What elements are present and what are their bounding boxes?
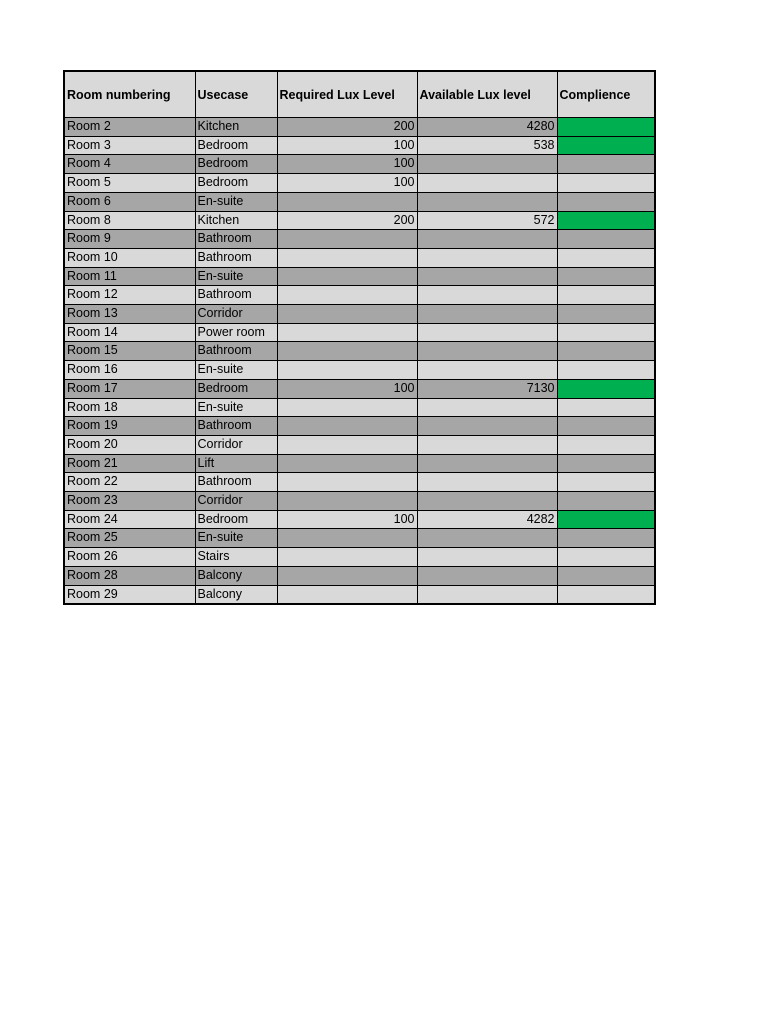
cell-usecase[interactable]: Bedroom	[195, 155, 277, 174]
cell-required-lux[interactable]	[277, 529, 417, 548]
table-row	[64, 510, 655, 529]
table-row	[64, 118, 655, 137]
table-row	[64, 435, 655, 454]
table-row	[64, 211, 655, 230]
table-row	[64, 585, 655, 604]
table-row	[64, 548, 655, 567]
cell-compliance[interactable]	[557, 230, 655, 249]
cell-required-lux[interactable]	[277, 248, 417, 267]
cell-usecase[interactable]: Balcony	[195, 585, 277, 604]
cell-compliance[interactable]	[557, 492, 655, 511]
header-row	[64, 71, 655, 118]
cell-room-number[interactable]: Room 13	[64, 305, 195, 324]
header-available-lux[interactable]: Available Lux level	[417, 71, 557, 118]
cell-required-lux[interactable]: 100	[277, 379, 417, 398]
cell-compliance[interactable]	[557, 174, 655, 193]
cell-available-lux[interactable]	[417, 305, 557, 324]
cell-room-number[interactable]: Room 28	[64, 566, 195, 585]
cell-room-number[interactable]: Room 24	[64, 510, 195, 529]
cell-compliance[interactable]	[557, 192, 655, 211]
cell-usecase[interactable]: En-suite	[195, 398, 277, 417]
cell-room-number[interactable]: Room 23	[64, 492, 195, 511]
cell-room-number[interactable]: Room 10	[64, 248, 195, 267]
header-usecase[interactable]: Usecase	[195, 71, 277, 118]
cell-room-number[interactable]: Room 8	[64, 211, 195, 230]
cell-available-lux[interactable]	[417, 417, 557, 436]
cell-available-lux[interactable]: 7130	[417, 379, 557, 398]
cell-available-lux[interactable]: 538	[417, 136, 557, 155]
cell-available-lux[interactable]	[417, 454, 557, 473]
cell-compliance[interactable]	[557, 473, 655, 492]
table-row	[64, 305, 655, 324]
header-compliance[interactable]: Complience	[557, 71, 655, 118]
cell-usecase[interactable]: Balcony	[195, 566, 277, 585]
cell-required-lux[interactable]	[277, 286, 417, 305]
cell-usecase[interactable]: Kitchen	[195, 118, 277, 137]
cell-compliance[interactable]	[557, 248, 655, 267]
cell-required-lux[interactable]	[277, 342, 417, 361]
table-row	[64, 529, 655, 548]
cell-available-lux[interactable]: 4280	[417, 118, 557, 137]
cell-room-number[interactable]: Room 19	[64, 417, 195, 436]
cell-required-lux[interactable]	[277, 566, 417, 585]
cell-available-lux[interactable]	[417, 323, 557, 342]
cell-room-number[interactable]: Room 12	[64, 286, 195, 305]
cell-compliance[interactable]	[557, 286, 655, 305]
cell-usecase[interactable]: Lift	[195, 454, 277, 473]
cell-compliance[interactable]	[557, 323, 655, 342]
cell-compliance-pass[interactable]	[557, 510, 655, 529]
table-row	[64, 342, 655, 361]
cell-available-lux[interactable]	[417, 361, 557, 380]
cell-usecase[interactable]: Bathroom	[195, 248, 277, 267]
cell-required-lux[interactable]	[277, 361, 417, 380]
cell-compliance[interactable]	[557, 585, 655, 604]
table-row	[64, 417, 655, 436]
cell-available-lux[interactable]: 4282	[417, 510, 557, 529]
table-row	[64, 286, 655, 305]
cell-available-lux[interactable]	[417, 267, 557, 286]
table-row	[64, 566, 655, 585]
cell-usecase[interactable]: Bedroom	[195, 174, 277, 193]
cell-compliance[interactable]	[557, 267, 655, 286]
cell-usecase[interactable]: En-suite	[195, 192, 277, 211]
cell-usecase[interactable]: En-suite	[195, 529, 277, 548]
cell-usecase[interactable]: Bedroom	[195, 510, 277, 529]
lux-compliance-table-container	[63, 70, 654, 605]
cell-room-number[interactable]: Room 6	[64, 192, 195, 211]
lux-compliance-table	[63, 70, 656, 605]
cell-required-lux[interactable]	[277, 454, 417, 473]
cell-room-number[interactable]: Room 21	[64, 454, 195, 473]
cell-required-lux[interactable]: 100	[277, 136, 417, 155]
cell-usecase[interactable]: Kitchen	[195, 211, 277, 230]
cell-room-number[interactable]: Room 5	[64, 174, 195, 193]
cell-compliance[interactable]	[557, 305, 655, 324]
table-row	[64, 398, 655, 417]
cell-available-lux[interactable]	[417, 174, 557, 193]
cell-compliance[interactable]	[557, 417, 655, 436]
cell-available-lux[interactable]	[417, 585, 557, 604]
cell-usecase[interactable]: Bedroom	[195, 379, 277, 398]
cell-usecase[interactable]: En-suite	[195, 267, 277, 286]
cell-compliance-pass[interactable]	[557, 118, 655, 137]
cell-room-number[interactable]: Room 29	[64, 585, 195, 604]
cell-room-number[interactable]: Room 3	[64, 136, 195, 155]
cell-required-lux[interactable]	[277, 323, 417, 342]
cell-required-lux[interactable]	[277, 398, 417, 417]
cell-room-number[interactable]: Room 20	[64, 435, 195, 454]
cell-required-lux[interactable]	[277, 267, 417, 286]
table-row	[64, 361, 655, 380]
cell-compliance[interactable]	[557, 398, 655, 417]
cell-required-lux[interactable]	[277, 417, 417, 436]
cell-room-number[interactable]: Room 15	[64, 342, 195, 361]
cell-usecase[interactable]: Corridor	[195, 492, 277, 511]
cell-compliance[interactable]	[557, 361, 655, 380]
table-row	[64, 136, 655, 155]
cell-usecase[interactable]: Corridor	[195, 305, 277, 324]
cell-usecase[interactable]: Bedroom	[195, 136, 277, 155]
cell-available-lux[interactable]	[417, 566, 557, 585]
cell-available-lux[interactable]	[417, 192, 557, 211]
cell-required-lux[interactable]	[277, 492, 417, 511]
cell-room-number[interactable]: Room 17	[64, 379, 195, 398]
cell-required-lux[interactable]: 100	[277, 510, 417, 529]
cell-required-lux[interactable]: 200	[277, 211, 417, 230]
cell-compliance[interactable]	[557, 454, 655, 473]
cell-usecase[interactable]: Bathroom	[195, 417, 277, 436]
cell-room-number[interactable]: Room 14	[64, 323, 195, 342]
table-row	[64, 155, 655, 174]
cell-room-number[interactable]: Room 16	[64, 361, 195, 380]
cell-required-lux[interactable]	[277, 435, 417, 454]
table-row	[64, 492, 655, 511]
cell-usecase[interactable]: Bathroom	[195, 286, 277, 305]
table-row	[64, 192, 655, 211]
table-row	[64, 248, 655, 267]
cell-room-number[interactable]: Room 11	[64, 267, 195, 286]
cell-usecase[interactable]: Bathroom	[195, 473, 277, 492]
cell-required-lux[interactable]: 200	[277, 118, 417, 137]
cell-available-lux[interactable]	[417, 155, 557, 174]
cell-compliance[interactable]	[557, 548, 655, 567]
cell-compliance[interactable]	[557, 155, 655, 174]
cell-required-lux[interactable]: 100	[277, 174, 417, 193]
cell-required-lux[interactable]	[277, 548, 417, 567]
cell-required-lux[interactable]	[277, 230, 417, 249]
cell-usecase[interactable]: Stairs	[195, 548, 277, 567]
cell-room-number[interactable]: Room 25	[64, 529, 195, 548]
cell-available-lux[interactable]: 572	[417, 211, 557, 230]
cell-required-lux[interactable]	[277, 305, 417, 324]
table-row	[64, 174, 655, 193]
header-room-numbering[interactable]: Room numbering	[64, 71, 195, 118]
table-row	[64, 323, 655, 342]
cell-room-number[interactable]: Room 18	[64, 398, 195, 417]
cell-usecase[interactable]: Corridor	[195, 435, 277, 454]
cell-usecase[interactable]: Bathroom	[195, 342, 277, 361]
cell-room-number[interactable]: Room 26	[64, 548, 195, 567]
cell-available-lux[interactable]	[417, 473, 557, 492]
cell-available-lux[interactable]	[417, 286, 557, 305]
cell-available-lux[interactable]	[417, 529, 557, 548]
cell-available-lux[interactable]	[417, 342, 557, 361]
table-row	[64, 454, 655, 473]
cell-available-lux[interactable]	[417, 248, 557, 267]
cell-required-lux[interactable]	[277, 473, 417, 492]
cell-compliance-pass[interactable]	[557, 379, 655, 398]
cell-room-number[interactable]: Room 4	[64, 155, 195, 174]
cell-room-number[interactable]: Room 22	[64, 473, 195, 492]
cell-available-lux[interactable]	[417, 435, 557, 454]
header-required-lux[interactable]: Required Lux Level	[277, 71, 417, 118]
cell-available-lux[interactable]	[417, 548, 557, 567]
cell-compliance[interactable]	[557, 529, 655, 548]
cell-available-lux[interactable]	[417, 398, 557, 417]
cell-required-lux[interactable]: 100	[277, 155, 417, 174]
cell-usecase[interactable]: Power room	[195, 323, 277, 342]
cell-required-lux[interactable]	[277, 585, 417, 604]
cell-available-lux[interactable]	[417, 492, 557, 511]
cell-available-lux[interactable]	[417, 230, 557, 249]
cell-compliance[interactable]	[557, 342, 655, 361]
cell-compliance[interactable]	[557, 566, 655, 585]
table-row	[64, 267, 655, 286]
cell-compliance[interactable]	[557, 435, 655, 454]
cell-room-number[interactable]: Room 2	[64, 118, 195, 137]
table-row	[64, 230, 655, 249]
cell-compliance-pass[interactable]	[557, 136, 655, 155]
cell-compliance-pass[interactable]	[557, 211, 655, 230]
cell-required-lux[interactable]	[277, 192, 417, 211]
cell-usecase[interactable]: Bathroom	[195, 230, 277, 249]
cell-room-number[interactable]: Room 9	[64, 230, 195, 249]
cell-usecase[interactable]: En-suite	[195, 361, 277, 380]
table-row	[64, 379, 655, 398]
table-row	[64, 473, 655, 492]
